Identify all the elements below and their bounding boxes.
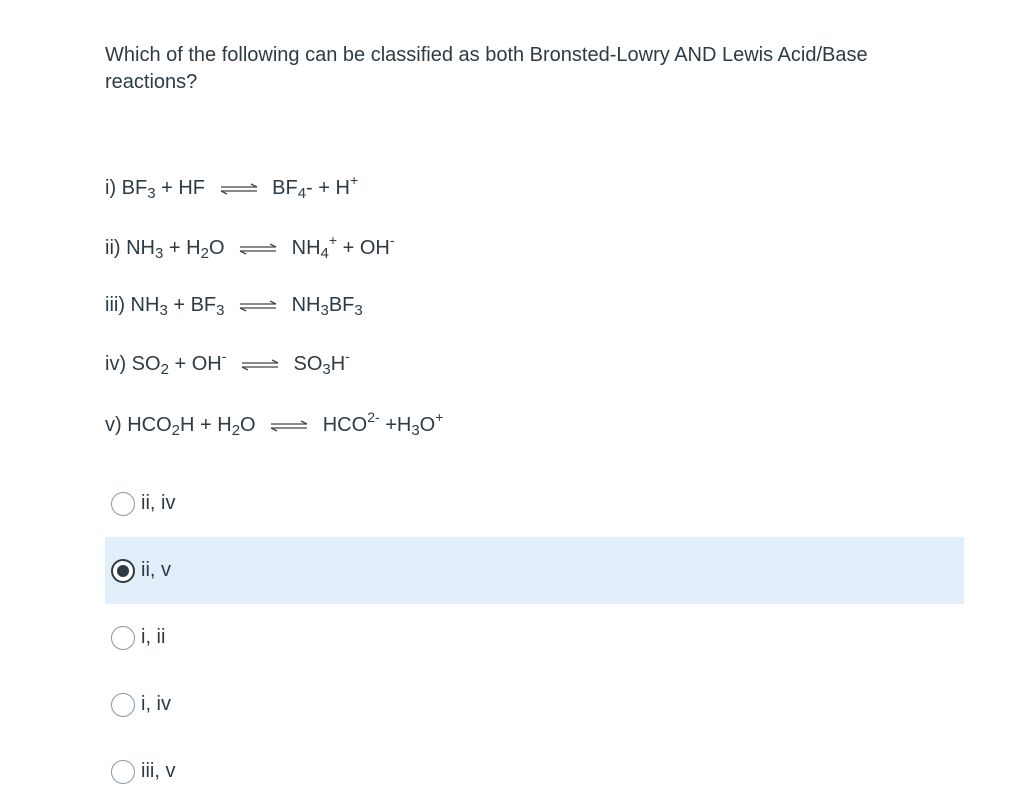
option-label: iii, v xyxy=(141,760,176,782)
reaction-5: v) $HCO_2H + H_2O$ $HCO^{2-} +H_3O^+$ xyxy=(105,409,444,439)
equilibrium-arrow-icon xyxy=(219,183,259,195)
answer-options xyxy=(105,470,964,805)
equilibrium-arrow-icon xyxy=(238,300,278,312)
option-ii-iv[interactable] xyxy=(105,470,964,537)
radio-button[interactable] xyxy=(111,626,135,650)
option-i-ii[interactable] xyxy=(105,604,964,671)
reaction-1: i) $BF_3$ + HF $BF_4- + H^+$ xyxy=(105,172,359,202)
option-iii-v[interactable] xyxy=(105,738,964,805)
radio-button[interactable] xyxy=(111,492,135,516)
reaction-4: iv) $SO_2 + OH^-$ $SO_3H^-$ xyxy=(105,348,350,378)
option-label: i, ii xyxy=(141,626,166,648)
equilibrium-arrow-icon xyxy=(238,243,278,255)
reaction-2: ii) $NH_3 + H_2O$ $NH_4^+ + OH^-$ xyxy=(105,232,395,262)
equilibrium-arrow-icon xyxy=(269,420,309,432)
question-text: Which of the following can be classified as both Bronsted-Lowry AND Lewis Acid/Base reactions? xyxy=(105,44,868,93)
radio-button[interactable] xyxy=(111,760,135,784)
reaction-3: iii) $NH_3 + BF_3$ $NH_3BF_3$ xyxy=(105,294,363,319)
radio-button-selected[interactable] xyxy=(111,559,135,583)
radio-button[interactable] xyxy=(111,693,135,717)
equilibrium-arrow-icon xyxy=(240,359,280,371)
option-label: ii, v xyxy=(141,559,171,581)
option-label: i, iv xyxy=(141,693,171,715)
option-label: ii, iv xyxy=(141,492,176,514)
option-ii-v[interactable] xyxy=(105,537,964,604)
option-i-iv[interactable] xyxy=(105,671,964,738)
